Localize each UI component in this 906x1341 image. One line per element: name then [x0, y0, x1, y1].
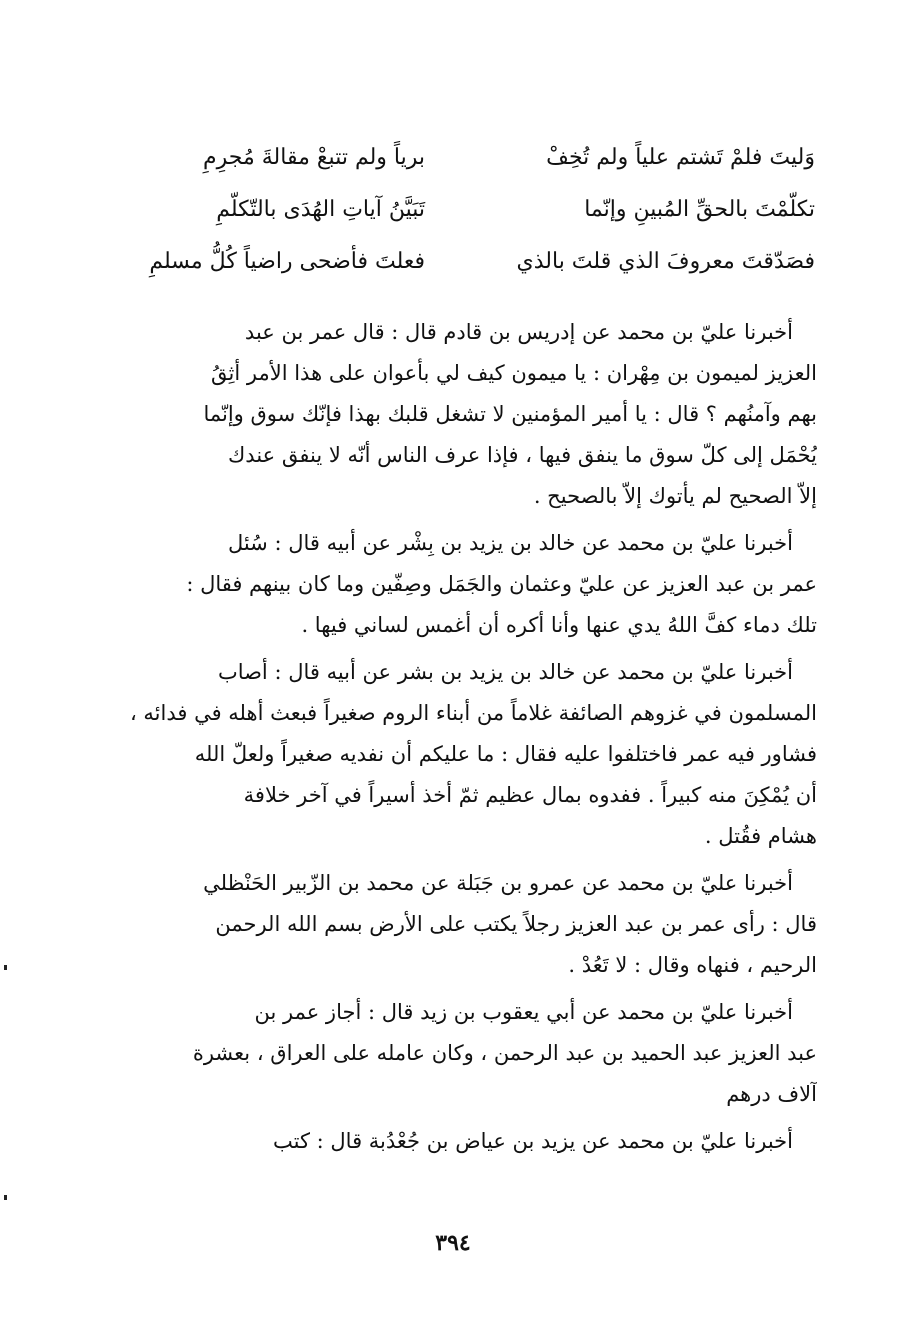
- text-line: المسلمون في غزوهم الصائفة غلاماً من أبناء الروم صغيراً فبعث أهله في فدائه ،: [129, 701, 817, 725]
- text-line: الرحيم ، فنهاه وقال : لا تَعُدْ .: [568, 953, 817, 977]
- verse-first-hemistich: تكلّمْتَ بالحقِّ المُبينِ وإنّما: [584, 197, 815, 222]
- text-line: عمر بن عبد العزيز عن عليّ وعثمان والجَمَل وصِفّين وما كان بينهم فقال :: [186, 572, 817, 596]
- verse-second-hemistich: تَبَيَّنُ آياتِ الهُدَى بالتّكلّمِ: [216, 197, 425, 222]
- text-line: هشام فقُتل .: [704, 824, 817, 848]
- text-line: عبد العزيز عبد الحميد بن عبد الرحمن ، وكان عامله على العراق ، بعشرة: [192, 1041, 817, 1065]
- verse-first-hemistich: فصَدّقتَ معروفَ الذي قلتَ بالذي: [516, 249, 815, 274]
- paragraph: [95, 312, 817, 517]
- prose-body: [95, 312, 817, 1168]
- scan-speck: [4, 965, 7, 970]
- poem-verse: [95, 132, 815, 184]
- paragraph: [95, 652, 817, 857]
- text-line: أخبرنا عليّ بن محمد عن أبي يعقوب بن زيد قال : أجاز عمر بن: [254, 1000, 793, 1024]
- text-line: تلك دماء كفَّ اللهُ يدي عنها وأنا أكره أن أغمس لساني فيها .: [301, 613, 817, 637]
- paragraph: [95, 1121, 817, 1162]
- text-line: العزيز لميمون بن مِهْران : يا ميمون كيف لي بأعوان على هذا الأمر أثِقُ: [211, 361, 817, 385]
- paragraph: [95, 863, 817, 986]
- text-line: أخبرنا عليّ بن محمد عن يزيد بن عياض بن جُعْدُبة قال : كتب: [273, 1129, 793, 1153]
- verse-first-hemistich: وَليتَ فلمْ تَشتم علياً ولم تُخِفْ: [546, 145, 815, 170]
- text-line: يُحْمَل إلى كلّ سوق ما ينفق فيها ، فإذا عرف الناس أنّه لا ينفق عندك: [227, 443, 817, 467]
- text-line: بهم وآمنُهم ؟ قال : يا أمير المؤمنين لا تشغل قلبك بهذا فإنّك سوق وإنّما: [203, 402, 817, 426]
- poem-verse: [95, 184, 815, 236]
- scan-speck: [4, 1195, 7, 1200]
- text-line: فشاور فيه عمر فاختلفوا عليه فقال : ما عليكم أن نفديه صغيراً ولعلّ الله: [194, 742, 817, 766]
- text-line: أخبرنا عليّ بن محمد عن خالد بن يزيد بن بِشْر عن أبيه قال : سُئل: [227, 531, 793, 555]
- paragraph: [95, 992, 817, 1115]
- text-line: أخبرنا عليّ بن محمد عن عمرو بن جَبَلة عن محمد بن الزّبير الحَنْظلي: [203, 871, 793, 895]
- page-number: ٣٩٤: [435, 1230, 471, 1256]
- text-line: آلاف درهم: [726, 1082, 817, 1106]
- text-line: أخبرنا عليّ بن محمد عن خالد بن يزيد بن بشر عن أبيه قال : أصاب: [217, 660, 793, 684]
- text-line: أن يُمْكِنَ منه كبيراً . ففدوه بمال عظيم ثمّ أخذ أسيراً في آخر خلافة: [243, 783, 817, 807]
- poem-block: [95, 132, 815, 288]
- text-line: قال : رأى عمر بن عبد العزيز رجلاً يكتب على الأرض بسم الله الرحمن: [215, 912, 817, 936]
- text-line: أخبرنا عليّ بن محمد عن إدريس بن قادم قال : قال عمر بن عبد: [244, 320, 793, 344]
- poem-verse: [95, 236, 815, 288]
- verse-second-hemistich: فعلتَ فأضحى راضياً كُلُّ مسلمِ: [149, 249, 425, 274]
- paragraph: [95, 523, 817, 646]
- text-line: إلاّ الصحيح لم يأتوك إلاّ بالصحيح .: [533, 484, 817, 508]
- verse-second-hemistich: برياً ولم تتبعْ مقالةَ مُجرِمِ: [203, 145, 425, 170]
